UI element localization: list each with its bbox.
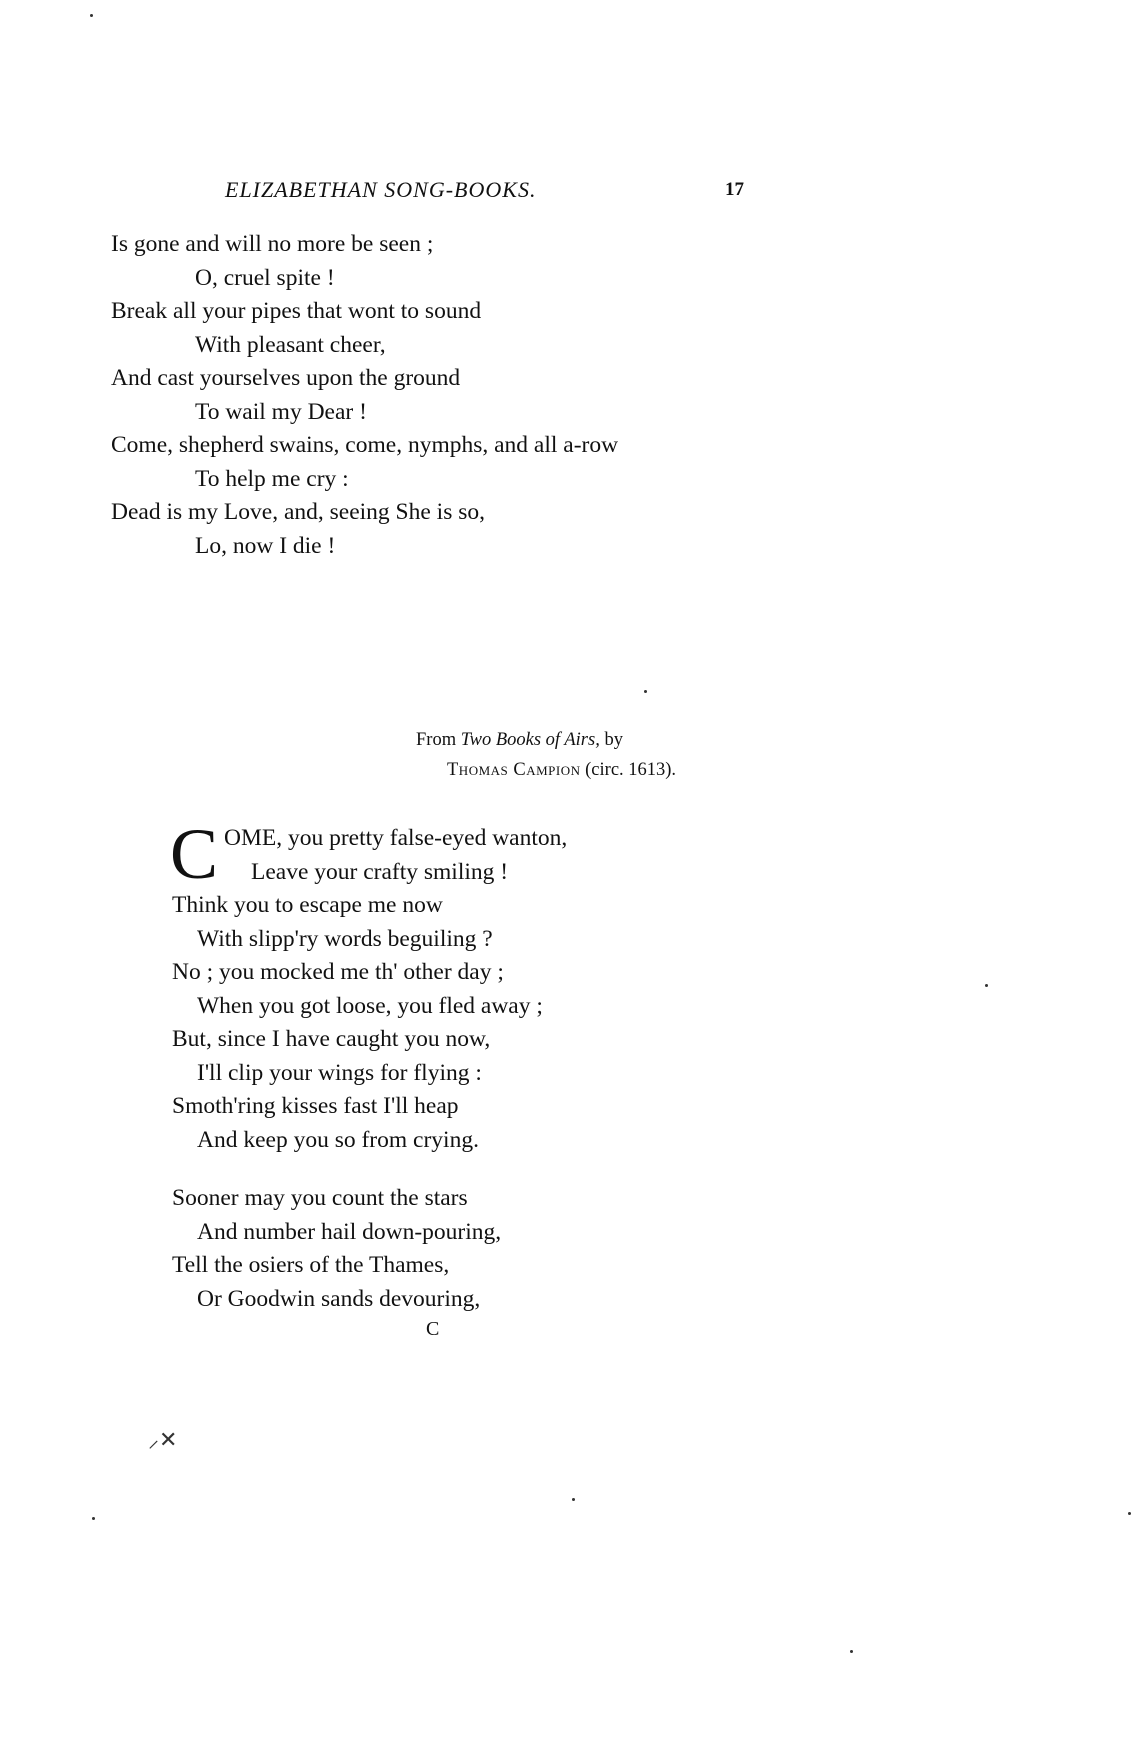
verse-line: But, since I have caught you now,	[172, 1026, 491, 1052]
verse-line: And cast yourselves upon the ground	[111, 365, 461, 391]
poem-stanza-3	[172, 1182, 501, 1316]
verse-line: When you got loose, you fled away ;	[197, 992, 543, 1019]
paper-speck	[644, 690, 647, 693]
paper-speck	[92, 1517, 95, 1520]
paper-speck	[850, 1650, 853, 1653]
attribution-by: by	[604, 730, 623, 750]
verse-line: Leave your crafty smiling !	[251, 858, 509, 885]
verse-line: And keep you so from crying.	[197, 1126, 479, 1153]
verse-line: And number hail down-pouring,	[197, 1218, 502, 1245]
verse-line: Dead is my Love, and, seeing She is so,	[111, 499, 485, 525]
verse-line: Or Goodwin sands devouring,	[197, 1285, 481, 1312]
verse-line: With pleasant cheer,	[195, 331, 386, 358]
source-title: Two Books of Airs,	[460, 730, 600, 750]
signature-mark: C	[426, 1318, 440, 1340]
poem-stanza-2	[172, 822, 567, 1157]
verse-line: Come, shepherd swains, come, nymphs, and all a-row	[111, 432, 619, 458]
paper-speck	[572, 1498, 575, 1501]
running-head: ELIZABETHAN SONG-BOOKS.	[225, 177, 537, 202]
verse-line: Smoth'ring kisses fast I'll heap	[172, 1093, 459, 1119]
verse-line: Is gone and will no more be seen ;	[111, 231, 434, 257]
verse-line: To help me cry :	[195, 465, 349, 492]
source-attribution	[416, 730, 623, 751]
verse-line: O, cruel spite !	[195, 264, 335, 291]
verse-line: Think you to escape me now	[172, 892, 443, 918]
verse-line: Lo, now I die !	[195, 532, 336, 559]
source-date: (circ. 1613).	[585, 760, 677, 780]
verse-line: To wail my Dear !	[195, 398, 367, 425]
verse-line: Break all your pipes that wont to sound	[111, 298, 482, 324]
verse-line: OME, you pretty false-eyed wanton,	[224, 825, 568, 851]
author-name: Thomas Campion	[447, 760, 581, 780]
paper-speck	[90, 14, 93, 17]
verse-line: No ; you mocked me th' other day ;	[172, 959, 504, 985]
verse-line: I'll clip your wings for flying :	[197, 1059, 482, 1086]
paper-speck	[985, 984, 988, 987]
poem-stanza-1	[111, 228, 618, 563]
drop-cap: C	[170, 814, 219, 894]
verse-line: Sooner may you count the stars	[172, 1185, 468, 1211]
page-number: 17	[725, 179, 744, 200]
verse-line: Tell the osiers of the Thames,	[172, 1252, 450, 1278]
pencil-mark-icon: ⸝✕	[148, 1427, 178, 1452]
paper-speck	[1128, 1512, 1131, 1515]
verse-line: With slipp'ry words beguiling ?	[197, 925, 493, 952]
attribution-from: From	[416, 730, 457, 750]
source-author-line	[447, 760, 676, 781]
